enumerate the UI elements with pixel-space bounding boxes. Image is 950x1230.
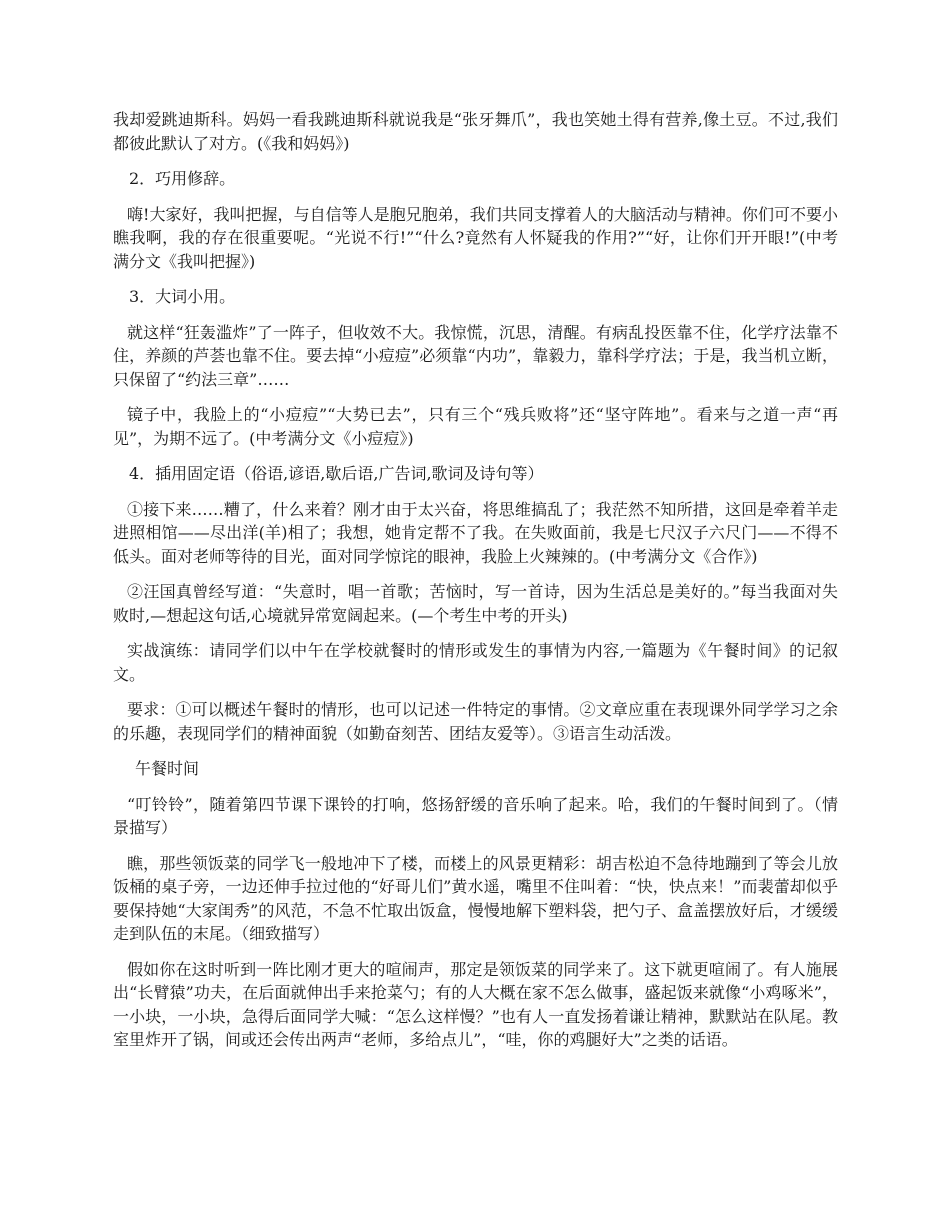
section-heading: 2．巧用修辞。 (129, 169, 236, 188)
paragraph: 实战演练：请同学们以中午在学校就餐时的情形或发生的事情为内容,一篇题为《午餐时间》的记叙文。 (113, 641, 838, 684)
paragraph: 我却爱跳迪斯科。妈妈一看我跳迪斯科就说我是“张牙舞爪”，我也笑她土得有营养,像土豆。不过,我们都彼此默认了对方。(《我和妈妈》) (113, 110, 838, 153)
paragraph: ①接下来……糟了，什么来着？刚才由于太兴奋，将思维搞乱了；我茫然不知所措，这回是牵着羊走进照相馆——尽出洋(羊)相了；我想，她肯定帮不了我。在失败面前，我是七尺汉子六尺门——不得不低头。面对老师等待的目光，面对同学惊诧的眼神，我脸上火辣辣的。(中考满分文《合作》) (113, 499, 838, 566)
paragraph: ②汪国真曾经写道：“失意时，唱一首歌；苦恼时，写一首诗，因为生活总是美好的。”每当我面对失败时,—想起这句话,心境就异常宽阔起来。(—个考生中考的开头) (113, 582, 838, 625)
paragraph: 嗨!大家好，我叫把握，与自信等人是胞兄胞弟，我们共同支撑着人的大脑活动与精神。你们可不要小瞧我啊，我的存在很重要呢。“光说不行!”“什么?竟然有人怀疑我的作用?”“好，让你们开开眼!”(中考满分文《我叫把握》) (113, 204, 838, 271)
paragraph: 假如你在这时听到一阵比刚才更大的喧闹声，那定是领饭菜的同学来了。这下就更喧闹了。有人施展出“长臂猿”功夫，在后面就伸出手来抢菜勺；有的人大概在家不怎么做事，盛起饭来就像“小鸡啄米”，一小块，一小块，急得后面同学大喊：“怎么这样慢？”也有人一直发扬着谦让精神，默默站在队尾。教室里炸开了锅，间或还会传出两声“老师，多给点儿”，“哇，你的鸡腿好大”之类的话语。 (113, 959, 838, 1049)
paragraph: 要求：①可以概述午餐时的情形，也可以记述一件特定的事情。②文章应重在表现课外同学学习之余的乐趣，表现同学们的精神面貌（如勤奋刻苦、团结友爱等）。③语言生动活泼。 (113, 700, 838, 743)
section-heading: 3．大词小用。 (129, 287, 236, 306)
paragraph: 镜子中，我脸上的“小痘痘”“大势已去”，只有三个“残兵败将”还“坚守阵地”。看来与之道一声“再见”，为期不远了。(中考满分文《小痘痘》) (113, 405, 838, 448)
essay-title: 午餐时间 (135, 759, 200, 778)
document-page (113, 108, 838, 1064)
paragraph: 瞧，那些领饭菜的同学飞一般地冲下了楼，而楼上的风景更精彩：胡吉松迫不急待地蹦到了等会儿放饭桶的桌子旁，一边还伸手拉过他的“好哥儿们”黄水遥，嘴里不住叫着：“快，快点来！”而裴蕾却似乎要保持她“大家闺秀”的风范，不急不忙取出饭盒，慢慢地解下塑料袋，把勺子、盒盖摆放好后，才缓缓走到队伍的末尾。（细致描写） (113, 853, 838, 943)
paragraph: 就这样“狂轰滥炸”了一阵子，但收效不大。我惊慌，沉思，清醒。有病乱投医靠不住，化学疗法靠不住，养颜的芦荟也靠不住。要去掉“小痘痘”必须靠“内功”，靠毅力，靠科学疗法；于是，我当机立断，只保留了“约法三章”…… (113, 322, 838, 389)
section-heading: 4．插用固定语（俗语,谚语,歇后语,广告词,歌词及诗句等） (129, 464, 544, 483)
paragraph: “叮铃铃”，随着第四节课下课铃的打响，悠扬舒缓的音乐响了起来。哈，我们的午餐时间到了。（情景描写） (113, 794, 838, 837)
